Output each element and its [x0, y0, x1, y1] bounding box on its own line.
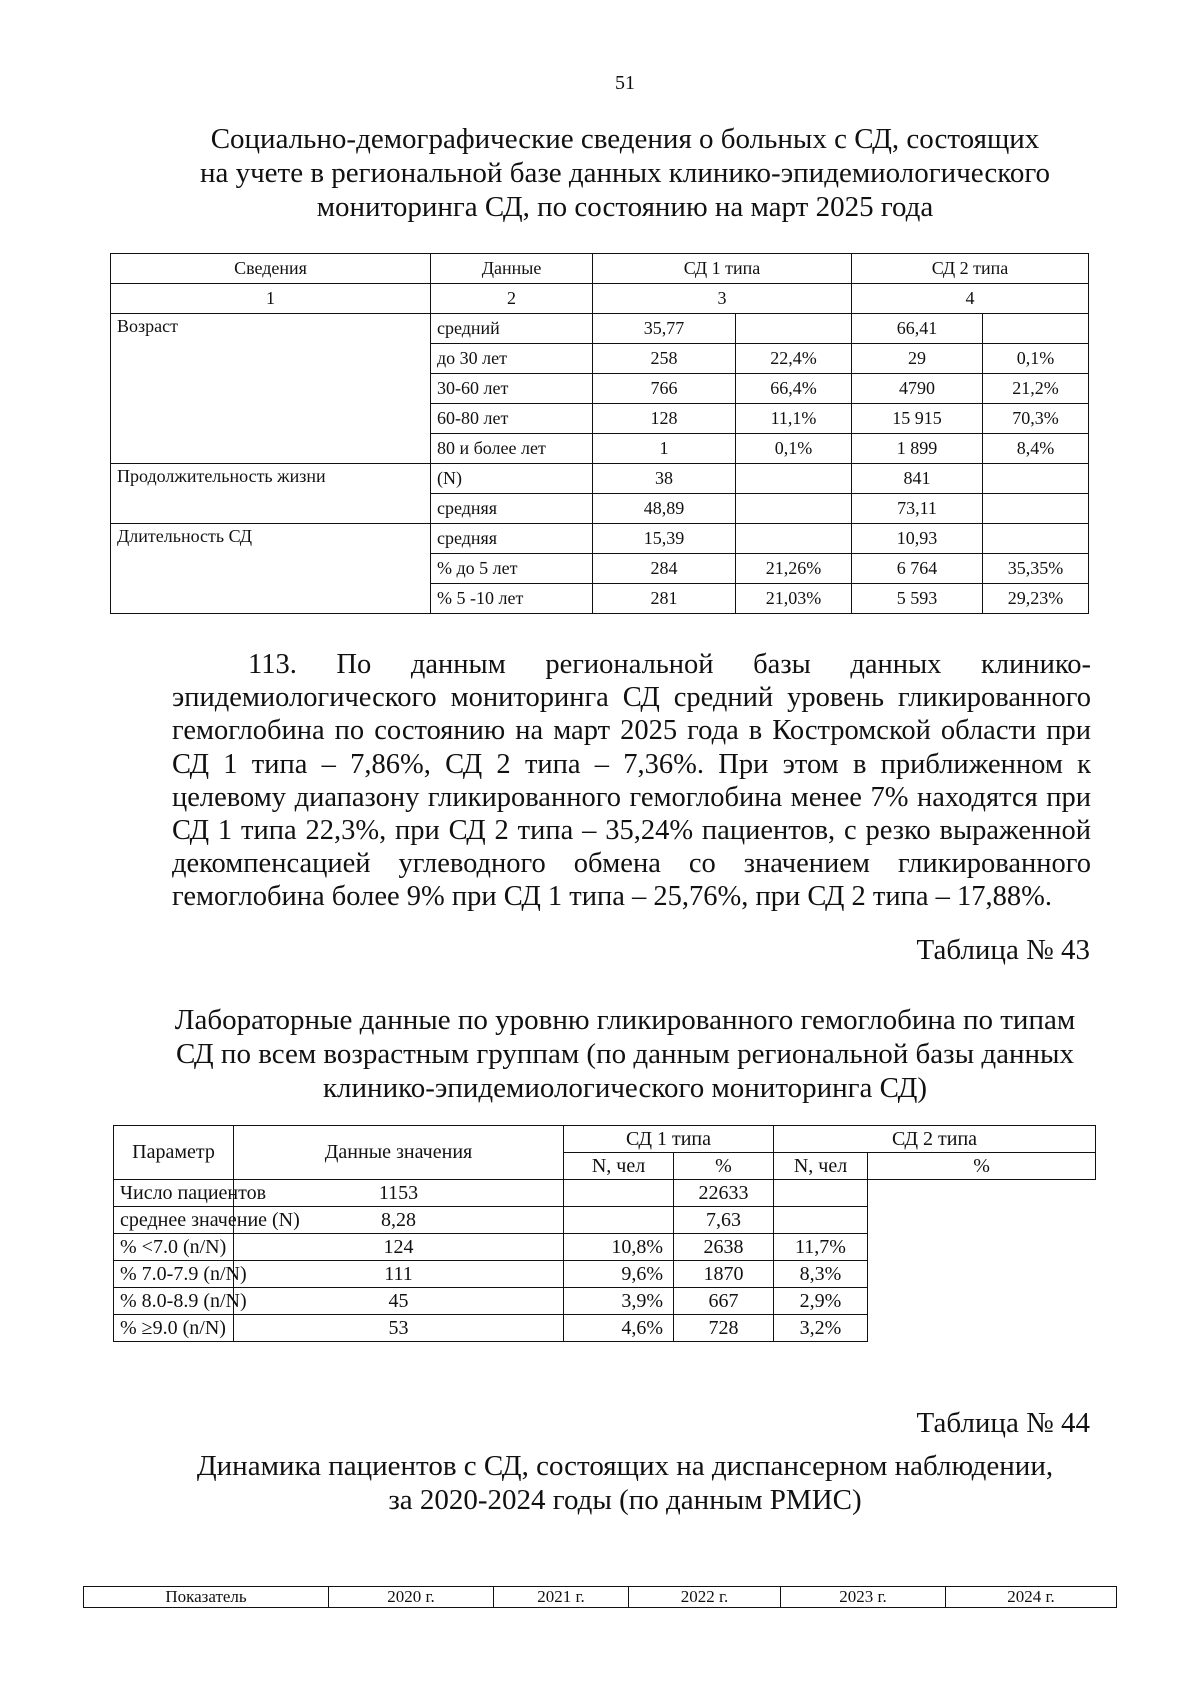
sd1-n: 45 — [234, 1288, 564, 1315]
table43-hba1c — [113, 1125, 1096, 1342]
sd2-percent: 8,3% — [774, 1261, 868, 1288]
sd2-value: 5 593 — [852, 584, 983, 614]
table-row — [114, 1234, 1096, 1261]
sd1-value: 258 — [593, 344, 736, 374]
column-number-row — [111, 284, 1089, 314]
table44-dynamics — [83, 1586, 1117, 1608]
table-header-row — [114, 1126, 1096, 1153]
header-cell: 2020 г. — [329, 1587, 494, 1608]
table43-title — [0, 1003, 1200, 1105]
title-line: мониторинга СД, по состоянию на март 2025 года — [316, 191, 934, 223]
row-data-label: средняя — [431, 494, 593, 524]
sd1-value: 1 — [593, 434, 736, 464]
subheader-pct: % — [674, 1153, 774, 1180]
sd1-value: 284 — [593, 554, 736, 584]
paragraph-line: СД 1 типа 22,3%, при СД 2 типа – 35,24% пациентов, с резко выраженной — [172, 815, 1091, 847]
sd1-percent: 11,1% — [736, 404, 852, 434]
sd1-percent: 0,1% — [736, 434, 852, 464]
column-number: 2 — [431, 284, 593, 314]
table-header-row — [111, 254, 1089, 284]
row-data-label: 60-80 лет — [431, 404, 593, 434]
row-data-label: средняя — [431, 524, 593, 554]
sd1-percent: 21,03% — [736, 584, 852, 614]
param-name: среднее значение (N) — [114, 1207, 234, 1234]
sd2-percent — [983, 524, 1089, 554]
sd1-percent: 3,9% — [564, 1288, 674, 1315]
table44-title — [0, 1449, 1200, 1517]
sd2-value: 15 915 — [852, 404, 983, 434]
sd1-percent — [564, 1180, 674, 1207]
table-row — [114, 1207, 1096, 1234]
page-number: 51 — [615, 72, 635, 94]
column-number: 1 — [111, 284, 431, 314]
group-label: Длительность СД — [111, 524, 431, 614]
sd1-value: 281 — [593, 584, 736, 614]
sd1-value: 35,77 — [593, 314, 736, 344]
subheader-n: N, чел — [564, 1153, 674, 1180]
sd2-percent: 8,4% — [983, 434, 1089, 464]
values-header: Данные значения — [234, 1126, 564, 1180]
sd2-percent: 3,2% — [774, 1315, 868, 1342]
sd1-percent — [736, 524, 852, 554]
sd2-n: 667 — [674, 1288, 774, 1315]
sd2-percent — [983, 464, 1089, 494]
table-header-row — [84, 1587, 1117, 1608]
sd1-value: 15,39 — [593, 524, 736, 554]
sd1-percent: 9,6% — [564, 1261, 674, 1288]
sd2-n: 7,63 — [674, 1207, 774, 1234]
sd1-percent: 21,26% — [736, 554, 852, 584]
sd1-percent — [736, 314, 852, 344]
sd2-n: 22633 — [674, 1180, 774, 1207]
sd1-value: 48,89 — [593, 494, 736, 524]
sd2-value: 66,41 — [852, 314, 983, 344]
row-data-label: % до 5 лет — [431, 554, 593, 584]
header-cell: 2022 г. — [629, 1587, 781, 1608]
table-row — [111, 464, 1089, 494]
type2-header: СД 2 типа — [774, 1126, 1096, 1153]
sd2-percent: 70,3% — [983, 404, 1089, 434]
sd2-percent: 2,9% — [774, 1288, 868, 1315]
sd2-percent — [983, 314, 1089, 344]
sd1-value: 766 — [593, 374, 736, 404]
sd2-percent — [983, 494, 1089, 524]
param-name: Число пациентов — [114, 1180, 234, 1207]
title-line: Лабораторные данные по уровню гликированного гемоглобина по типам — [174, 1004, 1076, 1036]
subheader-pct: % — [868, 1153, 1096, 1180]
header-cell: Данные — [431, 254, 593, 284]
row-data-label: средний — [431, 314, 593, 344]
table42-body — [111, 314, 1089, 614]
sd1-percent: 22,4% — [736, 344, 852, 374]
param-name: % 7.0-7.9 (n/N) — [114, 1261, 234, 1288]
sd1-n: 1153 — [234, 1180, 564, 1207]
title-line: Социально-демографические сведения о больных с СД, состоящих — [210, 123, 1040, 155]
sd1-n: 111 — [234, 1261, 564, 1288]
paragraph-line: эпидемиологического мониторинга СД средний уровень гликированного — [172, 682, 1091, 714]
subheader-n: N, чел — [774, 1153, 868, 1180]
row-data-label: до 30 лет — [431, 344, 593, 374]
sd1-percent — [564, 1207, 674, 1234]
param-name: % <7.0 (n/N) — [114, 1234, 234, 1261]
sd2-percent: 11,7% — [774, 1234, 868, 1261]
paragraph-113 — [172, 648, 1091, 914]
table43-label: Таблица № 43 — [916, 934, 1090, 966]
header-cell: 2023 г. — [781, 1587, 946, 1608]
sd2-n: 2638 — [674, 1234, 774, 1261]
header-cell: 2021 г. — [494, 1587, 629, 1608]
table-row — [114, 1288, 1096, 1315]
type1-header: СД 1 типа — [564, 1126, 774, 1153]
table-row — [111, 524, 1089, 554]
sd2-percent — [774, 1207, 868, 1234]
title-line: за 2020-2024 годы (по данным РМИС) — [388, 1484, 862, 1516]
column-number: 4 — [852, 284, 1089, 314]
sd2-percent: 29,23% — [983, 584, 1089, 614]
param-label: Параметр — [114, 1126, 234, 1180]
table-row — [114, 1261, 1096, 1288]
sd1-percent: 66,4% — [736, 374, 852, 404]
paragraph-line: гемоглобина по состоянию на март 2025 года в Костромской области при — [172, 715, 1091, 747]
header-cell: Сведения — [111, 254, 431, 284]
sd1-value: 128 — [593, 404, 736, 434]
sd1-percent — [736, 464, 852, 494]
table-row — [111, 314, 1089, 344]
sd2-value: 841 — [852, 464, 983, 494]
sd1-n: 8,28 — [234, 1207, 564, 1234]
sd2-percent: 21,2% — [983, 374, 1089, 404]
paragraph-line: гемоглобина более 9% при СД 1 типа – 25,76%, при СД 2 типа – 17,88%. — [172, 881, 1053, 913]
sd2-n: 1870 — [674, 1261, 774, 1288]
sd2-value: 10,93 — [852, 524, 983, 554]
paragraph-line: целевому диапазону гликированного гемоглобина менее 7% находятся при — [172, 781, 1091, 813]
title-line: Динамика пациентов с СД, состоящих на диспансерном наблюдении, — [196, 1450, 1054, 1482]
table42-sociodemographic — [110, 253, 1089, 614]
sd2-value: 1 899 — [852, 434, 983, 464]
sd2-value: 29 — [852, 344, 983, 374]
row-data-label: 30-60 лет — [431, 374, 593, 404]
sd1-percent — [736, 494, 852, 524]
param-name: % ≥9.0 (n/N) — [114, 1315, 234, 1342]
table44-label: Таблица № 44 — [916, 1407, 1090, 1439]
table42-title — [0, 122, 1200, 224]
table-row — [114, 1315, 1096, 1342]
column-number: 3 — [593, 284, 852, 314]
header-cell: 2024 г. — [946, 1587, 1117, 1608]
param-name: % 8.0-8.9 (n/N) — [114, 1288, 234, 1315]
title-line: на учете в региональной базе данных клинико-эпидемиологического — [199, 157, 1051, 189]
sd2-n: 728 — [674, 1315, 774, 1342]
row-data-label: % 5 -10 лет — [431, 584, 593, 614]
paragraph-line: декомпенсацией углеводного обмена со значением гликированного — [172, 848, 1091, 880]
sd1-value: 38 — [593, 464, 736, 494]
group-label: Продолжительность жизни — [111, 464, 431, 524]
row-data-label: 80 и более лет — [431, 434, 593, 464]
sd2-value: 73,11 — [852, 494, 983, 524]
sd2-percent: 0,1% — [983, 344, 1089, 374]
sd1-percent: 4,6% — [564, 1315, 674, 1342]
header-cell: Показатель — [84, 1587, 329, 1608]
paragraph-line: СД 1 типа – 7,86%, СД 2 типа – 7,36%. При этом в приближенном к — [172, 748, 1091, 780]
row-data-label: (N) — [431, 464, 593, 494]
sd2-value: 4790 — [852, 374, 983, 404]
title-line: клинико-эпидемиологического мониторинга СД) — [322, 1072, 928, 1104]
table-row — [114, 1180, 1096, 1207]
sd1-n: 53 — [234, 1315, 564, 1342]
paragraph-line: 113. По данным региональной базы данных клинико- — [248, 649, 1091, 680]
sd2-percent — [774, 1180, 868, 1207]
sd2-value: 6 764 — [852, 554, 983, 584]
title-line: СД по всем возрастным группам (по данным региональной базы данных — [176, 1038, 1074, 1070]
sd1-n: 124 — [234, 1234, 564, 1261]
sd2-percent: 35,35% — [983, 554, 1089, 584]
header-cell: СД 1 типа — [593, 254, 852, 284]
header-cell: СД 2 типа — [852, 254, 1089, 284]
sd1-percent: 10,8% — [564, 1234, 674, 1261]
group-label: Возраст — [111, 314, 431, 464]
